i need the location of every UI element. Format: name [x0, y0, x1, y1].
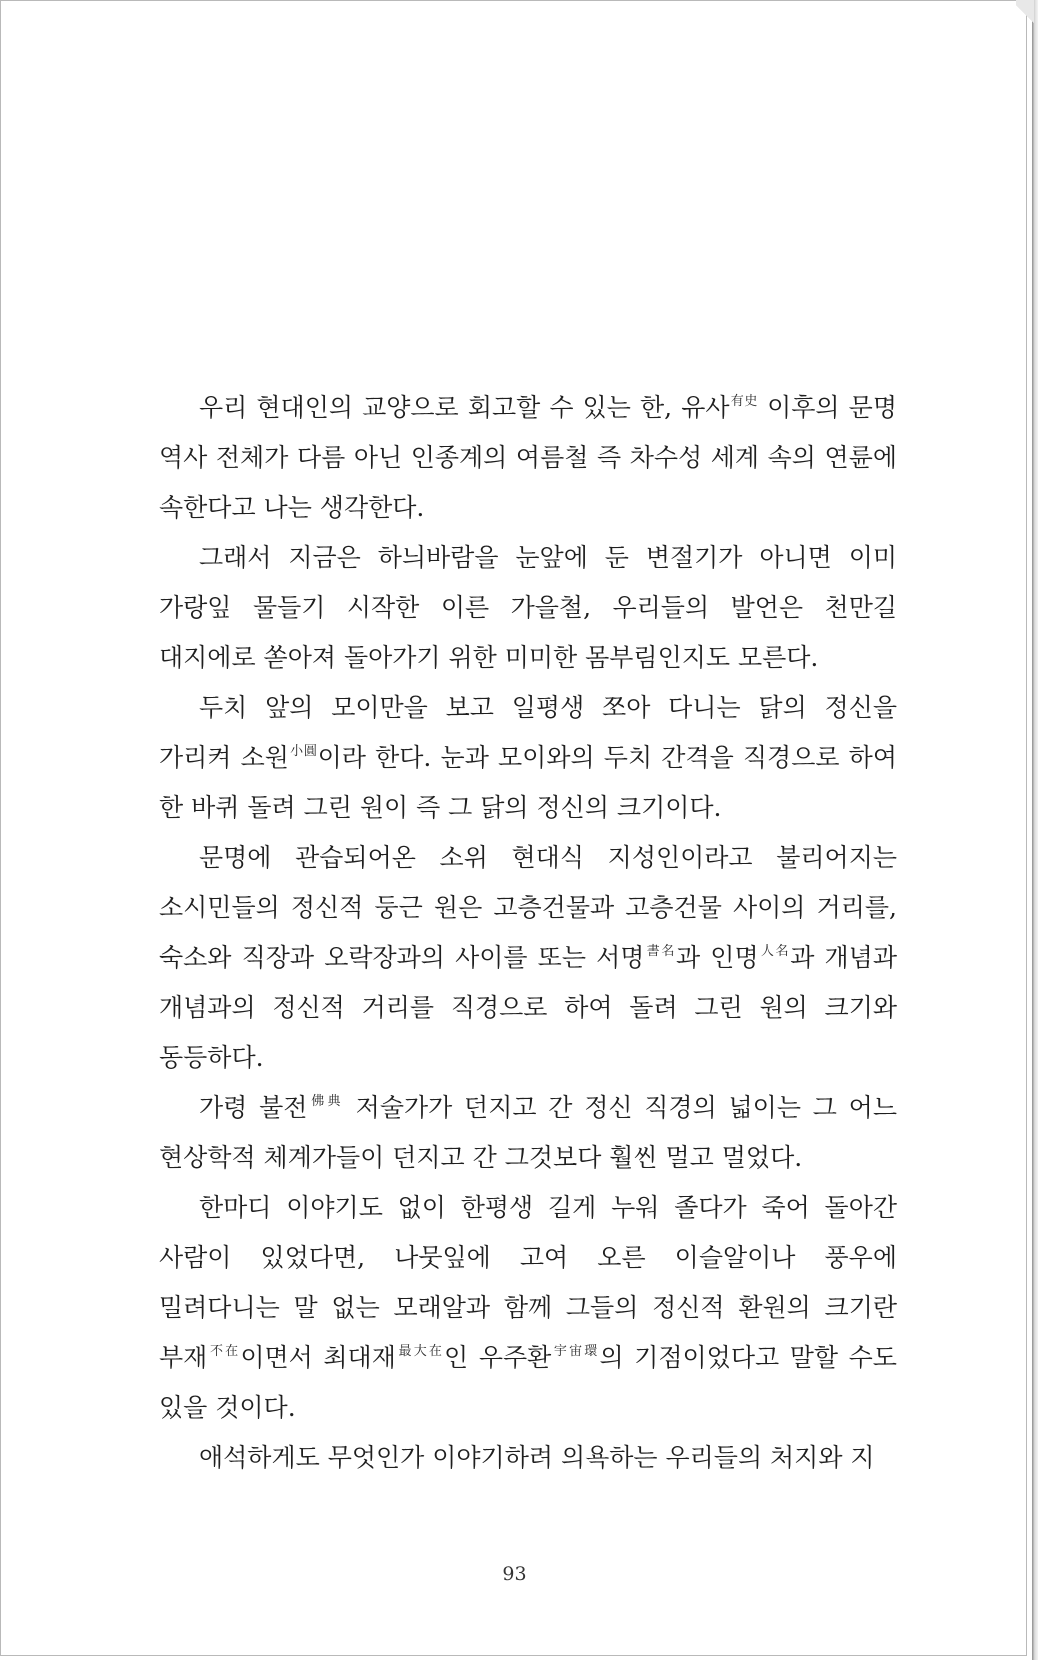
paragraph	[159, 833, 897, 1083]
body-text	[159, 383, 897, 1483]
page-number: 93	[502, 1563, 527, 1585]
text-run: 과 인명	[676, 943, 759, 972]
text-run: 애석하게도 무엇인가 이야기하려 의욕하는 우리들의 처지와 지	[199, 1443, 875, 1472]
text-run: 이라 한다. 눈과 모이와의 두치 간격을 직경으로 하여 한 바퀴 돌려 그린 원이 즉 그 닭의 정신의 크기이다.	[159, 743, 897, 822]
hanja-gloss: 不在	[207, 1344, 241, 1359]
hanja-gloss: 人名	[758, 944, 791, 959]
hanja-gloss: 最大在	[395, 1344, 445, 1359]
paragraph	[159, 1183, 897, 1433]
hanja-gloss: 佛典	[307, 1094, 344, 1109]
text-run: 이면서 최대재	[240, 1343, 396, 1372]
text-run: 인 우주환	[444, 1343, 552, 1372]
hanja-gloss: 書名	[644, 944, 677, 959]
text-run: 이후의 문명 역사 전체가 다름 아닌 인종계의 여름철 즉 차수성 세계 속의 연륜에 속한다고 나는 생각한다.	[159, 393, 897, 522]
paragraph	[159, 533, 897, 683]
text-run: 가령 불전	[199, 1093, 308, 1122]
text-run: 한마디 이야기도 없이 한평생 길게 누워 졸다가 죽어 돌아간 사람이 있었다면, 나뭇잎에 고여 오른 이슬알이나 풍우에 밀려다니는 말 없는 모래알과 함께 그들의 정신적 환원의 크기란 부재	[159, 1193, 897, 1372]
text-run: 우리 현대인의 교양으로 회고할 수 있는 한, 유사	[199, 393, 730, 422]
text-run: 저술가가 던지고 간 정신 직경의 넓이는 그 어느 현상학적 체계가들이 던지고 간 그것보다 훨씬 멀고 멀었다.	[159, 1093, 897, 1172]
page-edge-shadow	[1032, 0, 1038, 1660]
hanja-gloss: 小圓	[288, 744, 318, 759]
text-run: 의 기점이었다고 말할 수도 있을 것이다.	[159, 1343, 897, 1422]
paragraph	[159, 383, 897, 533]
hanja-gloss: 宇宙環	[551, 1344, 600, 1359]
text-run: 과 개념과 개념과의 정신적 거리를 직경으로 하여 돌려 그린 원의 크기와 동등하다.	[159, 943, 897, 1072]
text-run: 두치 앞의 모이만을 보고 일평생 쪼아 다니는 닭의 정신을 가리켜 소원	[159, 693, 897, 772]
text-run: 문명에 관습되어온 소위 현대식 지성인이라고 불리어지는 소시민들의 정신적 둥근 원은 고층건물과 고층건물 사이의 거리를, 숙소와 직장과 오락장과의 사이를 또는 서명	[159, 843, 897, 972]
page-corner-fold	[1016, 0, 1034, 28]
paragraph	[159, 683, 897, 833]
hanja-gloss: 有史	[729, 394, 759, 409]
paragraph	[159, 1433, 897, 1483]
paragraph	[159, 1083, 897, 1183]
text-run: 그래서 지금은 하늬바람을 눈앞에 둔 변절기가 아니면 이미 가랑잎 물들기 시작한 이른 가을철, 우리들의 발언은 천만길 대지에로 쏟아져 돌아가기 위한 미미한 몸부림인지도 모른다.	[159, 543, 897, 672]
